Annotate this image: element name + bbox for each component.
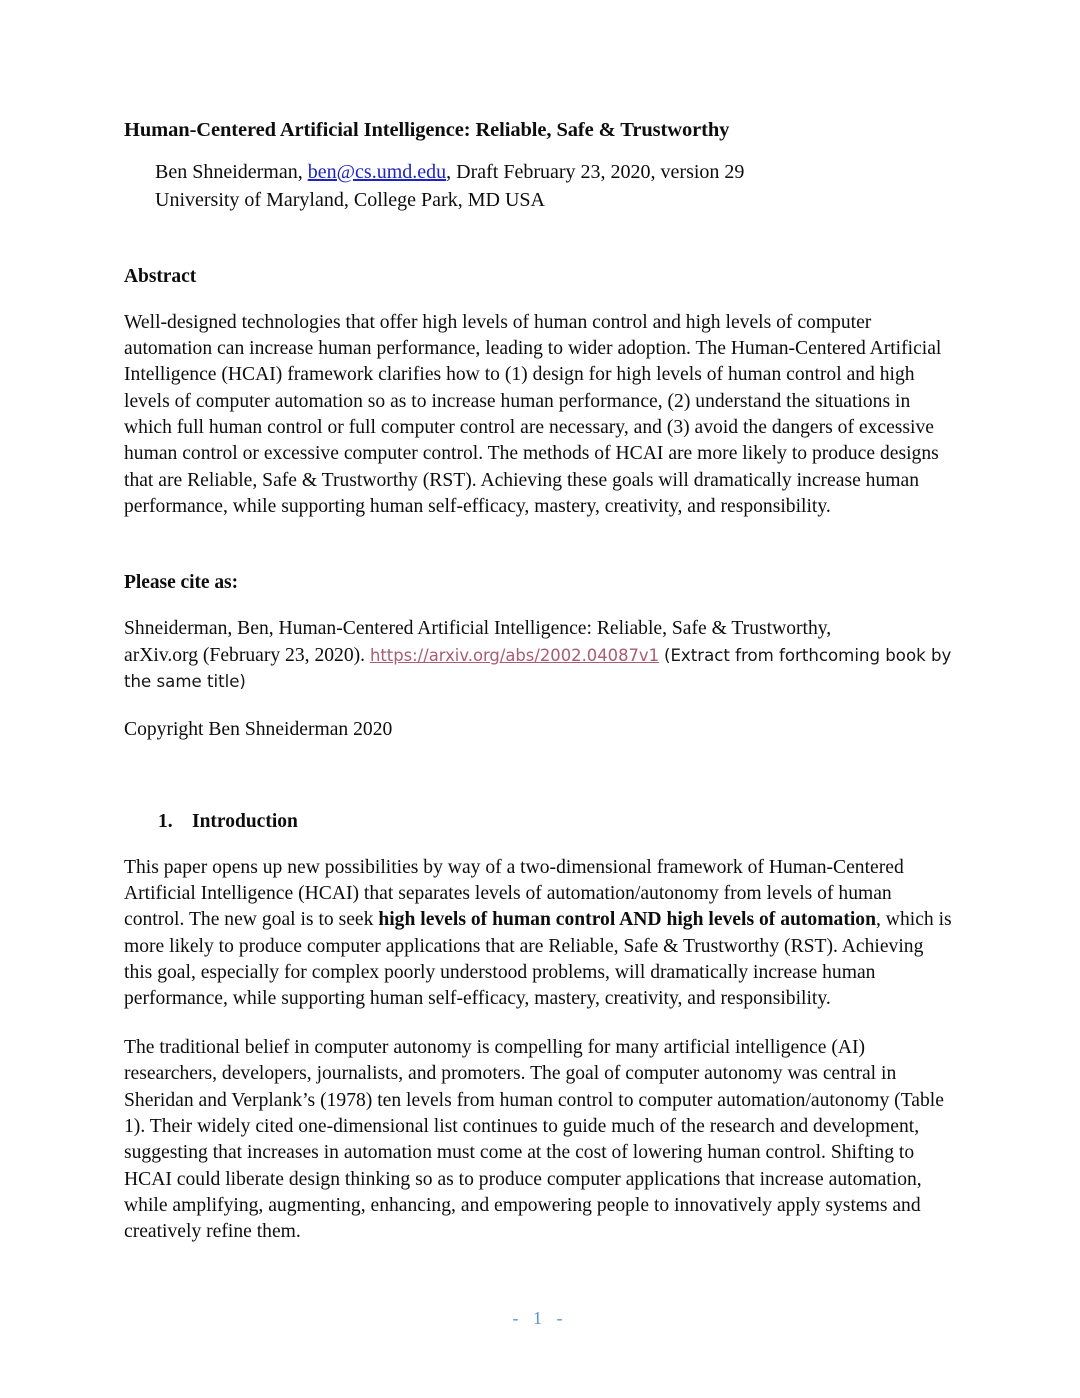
affiliation: University of Maryland, College Park, MD USA — [155, 188, 545, 211]
intro-paragraph-1 — [124, 855, 956, 1013]
spacer — [124, 288, 956, 310]
introduction-heading — [158, 811, 956, 833]
spacer — [124, 1013, 956, 1035]
author-name: Ben Shneiderman, — [155, 160, 303, 183]
spacer — [124, 833, 956, 855]
intro-paragraph-2: The traditional belief in computer autonomy is compelling for many artificial intelligence (AI) researchers, developers, journalists, and promoters. The goal of computer autonomy was central in Sheridan and Verplank’s (1978) ten levels from human control to computer automation/autonomy (Table 1). Their widely cited one-dimensional list continues to guide much of the research and development, suggesting that increases in automation must come at the cost of lowering human control. Shifting to HCAI could liberate design thinking so as to produce computer applications that increase automation, while amplifying, augmenting, enhancing, and empowering people to innovatively apply systems and creatively refine them. — [124, 1036, 944, 1243]
intro-p1-emphasis: high levels of human control AND high levels of automation — [378, 909, 876, 931]
cite-heading: Please cite as: — [124, 572, 239, 594]
abstract-text: Well-designed technologies that offer high levels of human control and high levels of computer automation can increase human performance, leading to wider adoption. The Human-Centered Artificial Intelligence (HCAI) framework clarifies how to (1) design for high levels of human control and high levels of computer automation so as to increase human performance, (2) understand the situations in which full human control or full computer control are necessary, and (3) avoid the dangers of excessive human control or excessive computer control. The methods of HCAI are more likely to produce designs that are Reliable, Safe & Trustworthy (RST). Achieving these goals will dramatically increase human performance, while supporting human self-efficacy, mastery, creativity, and responsibility. — [124, 311, 942, 518]
citation-note: (Extract from forthcoming book by the same title) — [124, 645, 952, 692]
page-footer — [0, 1308, 1080, 1329]
abstract-heading: Abstract — [124, 265, 197, 287]
spacer — [124, 520, 956, 572]
section-number: 1. — [158, 810, 173, 832]
spacer — [124, 744, 956, 796]
footer-left-dash: - — [512, 1308, 524, 1328]
arxiv-url-link[interactable]: https://arxiv.org/abs/2002.04087v1 — [369, 645, 660, 665]
copyright-line: Copyright Ben Shneiderman 2020 — [124, 719, 393, 741]
section-title: Introduction — [192, 810, 298, 832]
byline-author-line — [155, 158, 956, 186]
page-title: Human-Centered Artificial Intelligence: Reliable, Safe & Trustworthy — [124, 119, 730, 141]
spacer — [124, 594, 956, 616]
author-email-link[interactable]: ben@cs.umd.edu — [307, 160, 447, 183]
byline — [155, 158, 956, 214]
footer-right-dash: - — [556, 1308, 568, 1328]
page-content — [124, 118, 956, 1246]
citation-block — [124, 616, 956, 695]
draft-info: , Draft February 23, 2020, version 29 — [446, 160, 745, 183]
citation-line-2-prefix: arXiv.org (February 23, 2020). — [124, 644, 370, 666]
spacer — [124, 796, 956, 811]
spacer — [124, 695, 956, 717]
intro-p1-part2: , which is more likely to produce computer applications that are Reliable, Safe & Trustworthy (RST). Achieving this goal, especially for complex poorly understood problems, will dramatically increase human performance, while supporting human self-efficacy, mastery, creativity, and responsibility. — [124, 909, 952, 1010]
intro-p1-part1: This paper opens up new possibilities by way of a two-dimensional framework of Human-Centered Artificial Intelligence (HCAI) that separates levels of automation/autonomy from levels of human control. The new goal is to seek — [124, 856, 904, 931]
spacer — [124, 214, 956, 266]
citation-line-1: Shneiderman, Ben, Human-Centered Artificial Intelligence: Reliable, Safe & Trustworthy, — [124, 618, 832, 640]
page-number: 1 — [533, 1308, 547, 1328]
